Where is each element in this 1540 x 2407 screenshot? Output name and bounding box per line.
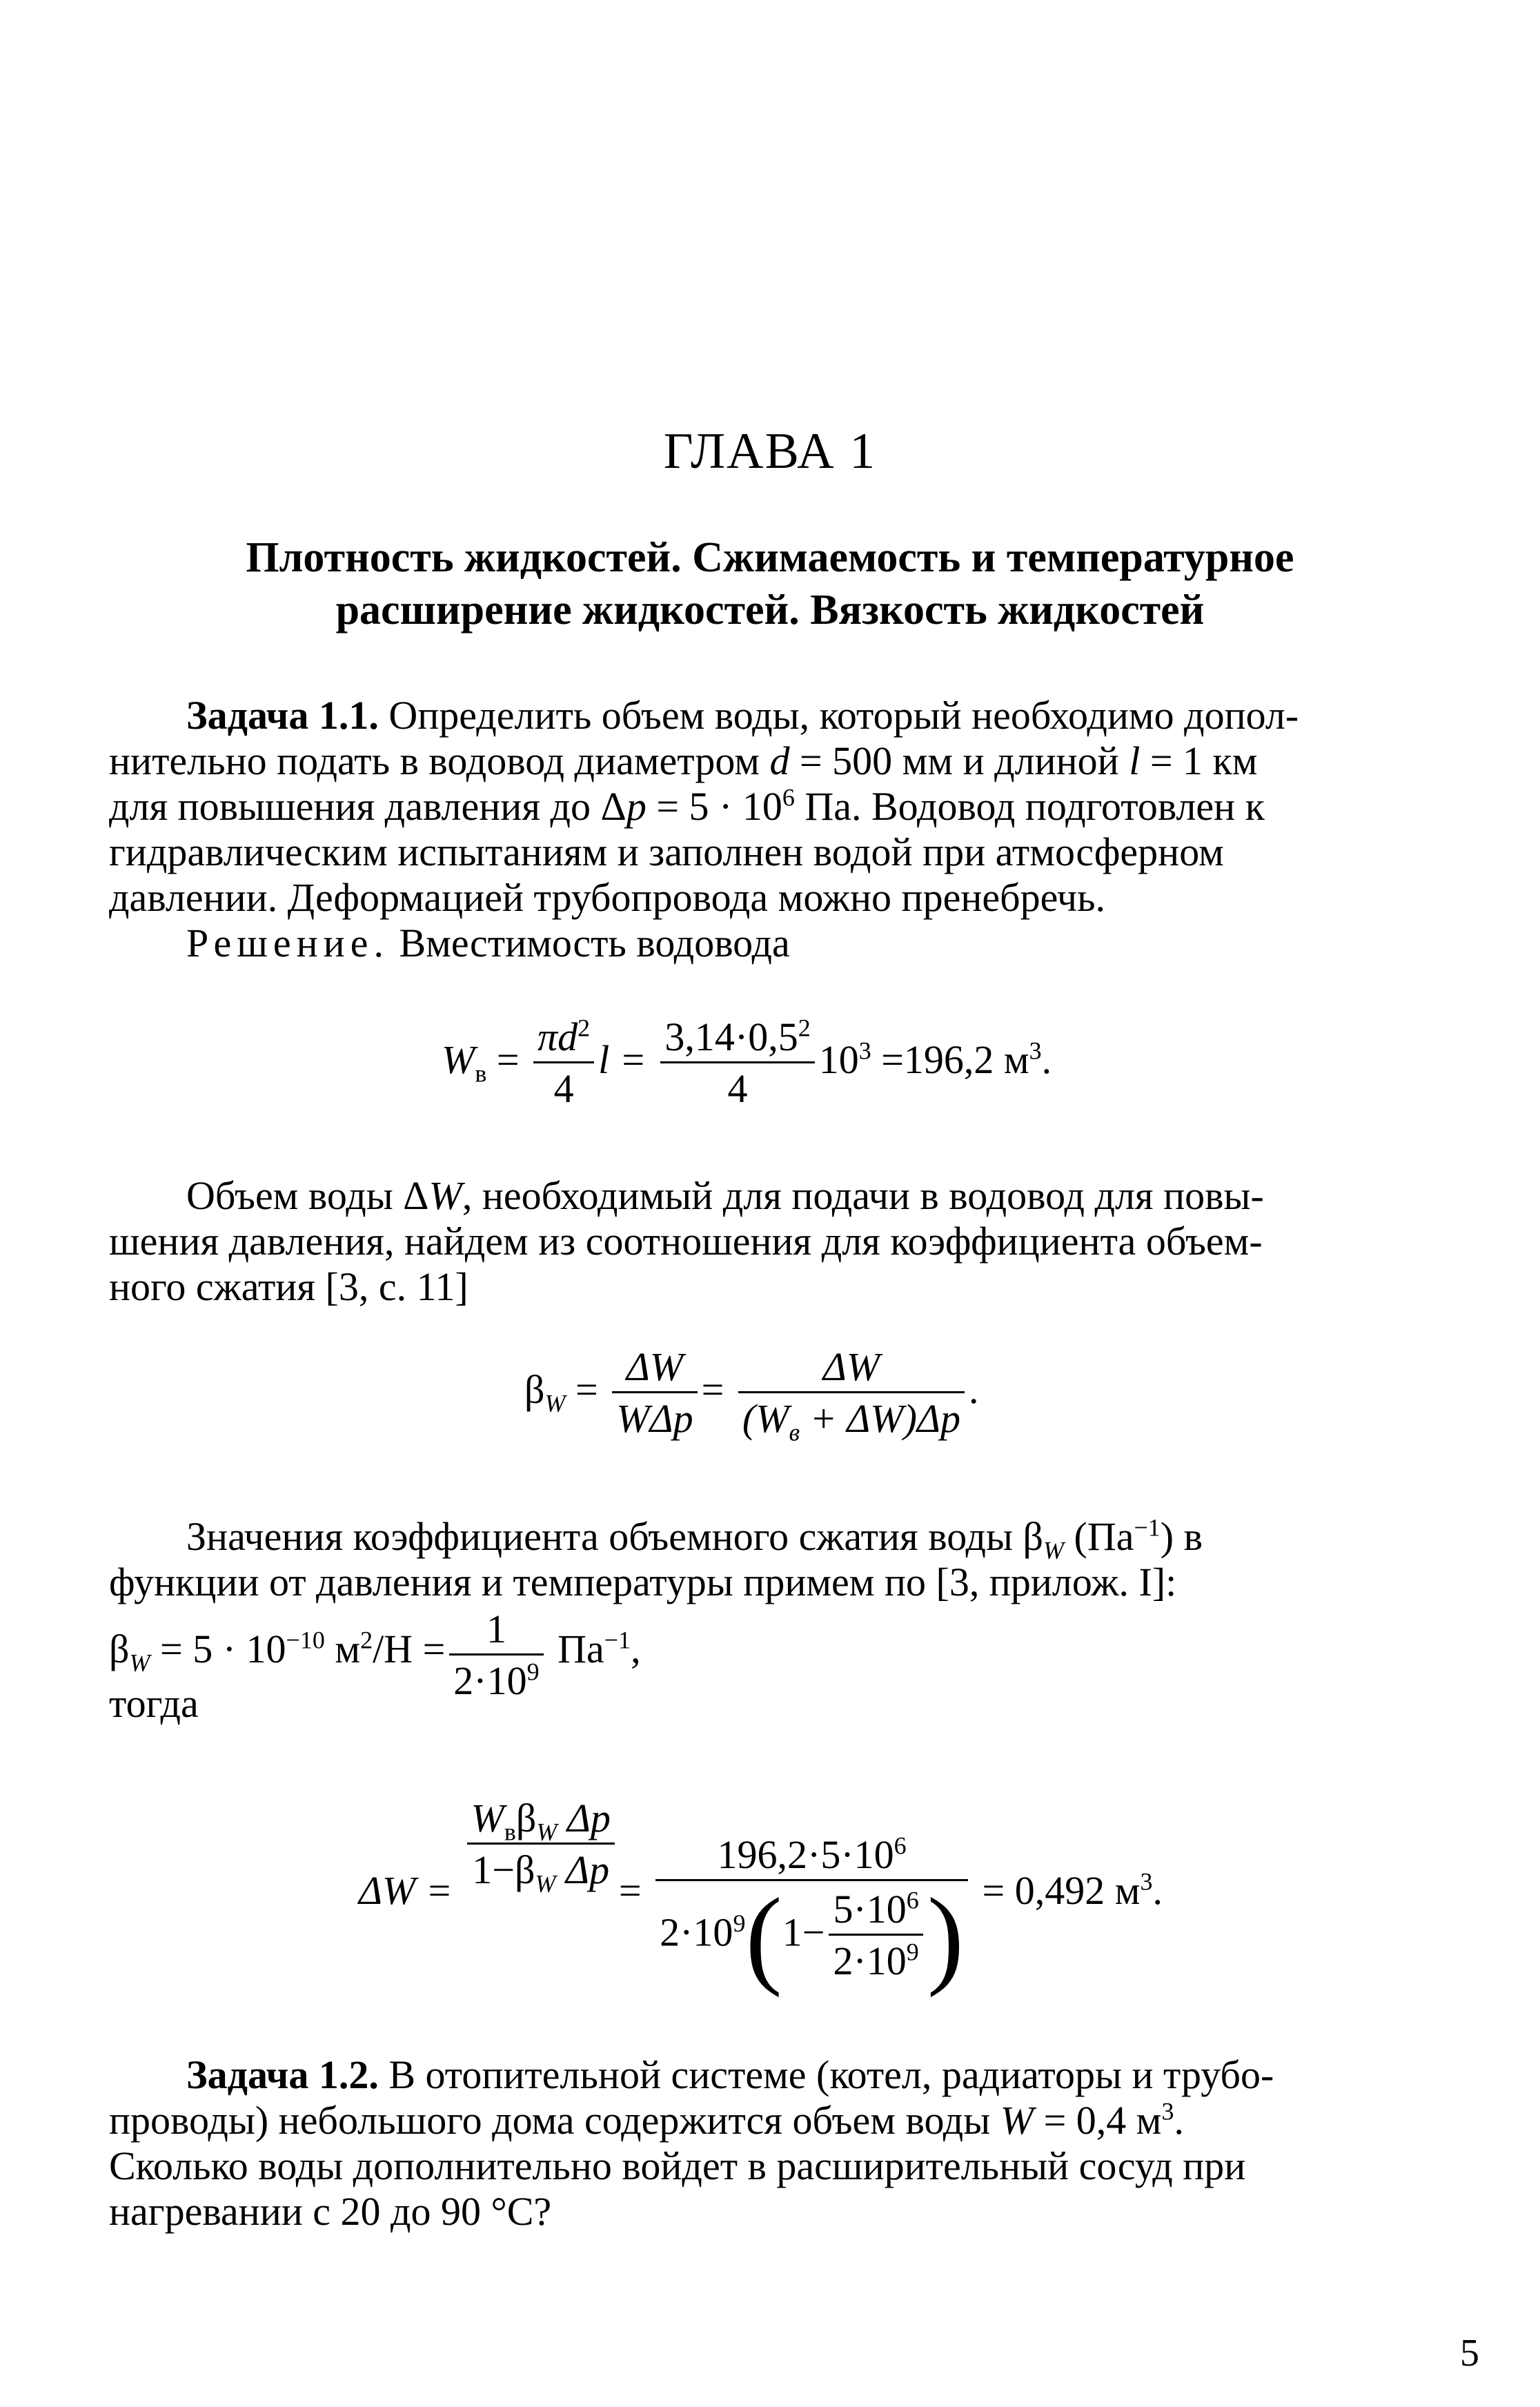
task-1-1-line-4: гидравлическим испытаниям и заполнен водой при атмосферном <box>109 829 1224 874</box>
section-title-line-1: Плотность жидкостей. Сжимаемость и температурное <box>246 534 1294 581</box>
page-number: 5 <box>1460 2332 1479 2375</box>
fraction-numeric: $\frac{3,14\cdot 0,5^2}{4}$ <box>660 1013 814 1114</box>
formula-volume: $W_в$ = $\frac{\pi d^2}{4}$ l = $\frac{3,14\cdot 0,5^2}{4}$ $10^3 =196,2$ $м^3$. <box>442 1013 1052 1114</box>
task-1-1-line-3: для повышения давления до $\Delta p = 5 \cdot 10^6$ Па. Водовод подготовлен к <box>109 783 1265 829</box>
chapter-heading: ГЛАВА 1 <box>663 423 877 480</box>
solution-line: Решение. Вместимость водовода <box>186 921 790 965</box>
solution-label: Решение. <box>186 921 389 965</box>
task-1-1-line-2: нительно подать в водовод диаметром d = 500 мм и длиной l = 1 км <box>109 738 1258 783</box>
task-1-1-line-1: Задача 1.1. Определить объем воды, который необходимо допол- <box>186 693 1299 738</box>
formula-delta-w: ΔW = $\frac{W_в\beta_W \Delta p}{1-\beta_W \Delta p}$ = $196,2\cdot 5\cdot 10^6$ $2\cdot 10^9(1-$ $\frac{5\cdot 10^6}{2\cdot 10^9}$ ) = 0,492 $м^3$. <box>359 1796 1163 1998</box>
task-1-1-paragraph <box>109 693 1485 966</box>
coefficient-paragraph: Значения коэффициента объемного сжатия воды $\beta_W$ $(Па^{-1})$ в функции от давления и температуры примем по [3, прилож. I]: $\beta_W = 5 \cdot 10^{-10}$ $м^2/Н$ = $\frac{1}{2\cdot 10^9}$ $Па^{-1}$, тогда <box>109 1513 1203 1726</box>
section-title-line-2: расширение жидкостей. Вязкость жидкостей <box>335 587 1205 633</box>
task-1-2-label: Задача 1.2. <box>186 2052 379 2097</box>
task-1-1-label: Задача 1.1. <box>186 693 379 738</box>
task-1-2-paragraph: Задача 1.2. В отопительной системе (котел, радиаторы и трубо- проводы) небольшого дома содержится объем воды W = 0,4 $м^3$. Сколько воды дополнительно войдет в расширительный сосуд при нагревании с 20 до 90 °С? <box>109 2052 1274 2234</box>
volume-explanation-paragraph: Объем воды ΔW, необходимый для подачи в водовод для повы- шения давления, найдем из соотношения для коэффициента объем- ного сжатия [3, с. 11] <box>109 1173 1264 1309</box>
section-title <box>0 531 1540 636</box>
fraction-pi-d2-4: $\frac{\pi d^2}{4}$ <box>533 1013 594 1114</box>
formula-compressibility: $\beta_W$ = $\frac{\Delta W}{\text{WΔp}}$ = $\frac{\Delta W}{(W_в + \Delta W)\Delta p}$ . <box>524 1344 979 1446</box>
task-1-1-line-5: давлении. Деформацией трубопровода можно пренебречь. <box>109 875 1106 920</box>
